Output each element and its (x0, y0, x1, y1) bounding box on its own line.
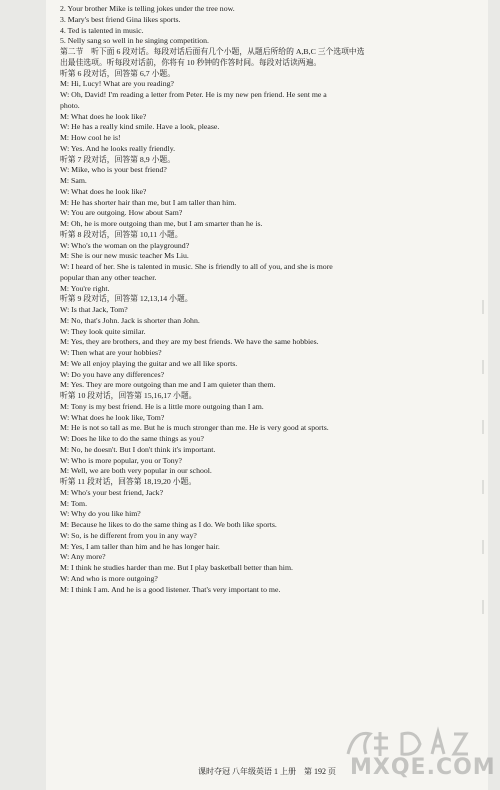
transcript-line: W: What does he look like? (60, 186, 147, 196)
transcript-line: W: Do you have any differences? (60, 369, 165, 379)
transcript-line: M: Oh, he is more outgoing than me, but I am smarter than he is. (60, 219, 263, 228)
transcript-line: W: Who's the woman on the playground? (60, 240, 190, 250)
transcript-line: W: What does he look like, Tom? (60, 412, 165, 422)
transcript-line: M: Hi, Lucy! What are you reading? (60, 79, 174, 89)
transcript-line: 听第 6 段对话，回答第 6,7 小题。 (60, 68, 176, 78)
transcript-line: M: How cool he is! (60, 133, 121, 142)
transcript-line: W: Who is more popular, you or Tony? (60, 455, 182, 465)
transcript-line: 听第 7 段对话，回答第 8,9 小题。 (60, 154, 176, 164)
transcript-line: 第二节 听下面 6 段对话。每段对话后面有几个小题，从题后所给的 A,B,C 三个选项中选 (60, 47, 365, 56)
transcript-line: W: Oh, David! I'm reading a letter from Peter. He is my new pen friend. He sent me a (60, 90, 327, 99)
transcript-line: 听第 9 段对话，回答第 12,13,14 小题。 (60, 294, 193, 304)
transcript-line: W: And who is more outgoing? (60, 573, 158, 583)
transcript-line: 出最佳选项。听每段对话前，你将有 10 秒钟的作答时间。每段对话读两遍。 (60, 57, 322, 67)
watermark-text: MXQE.COM (350, 755, 496, 780)
transcript-line: M: Because he likes to do the same thing as I do. We both like sports. (60, 520, 277, 529)
transcript-line: M: We all enjoy playing the guitar and we all like sports. (60, 358, 238, 368)
transcript-line: 听第 8 段对话，回答第 10,11 小题。 (60, 229, 183, 239)
transcript-line: popular than any other teacher. (60, 272, 157, 282)
transcript-line: W: Is that Jack, Tom? (60, 305, 128, 314)
transcript-line: W: Yes. And he looks really friendly. (60, 143, 176, 153)
transcript-line: M: You're right. (60, 283, 110, 293)
transcript-line: W: You are outgoing. How about Sam? (60, 208, 183, 218)
transcript-line: 2. Your brother Mike is telling jokes under the tree now. (60, 4, 235, 13)
transcript-line: 听第 10 段对话，回答第 15,16,17 小题。 (60, 391, 197, 400)
transcript-line: M: Who's your best friend, Jack? (60, 487, 164, 497)
transcript-line: 5. Nelly sang so well in he singing competition. (60, 36, 209, 46)
transcript-line: M: He has shorter hair than me, but I am taller than him. (60, 197, 237, 207)
transcript-line: M: Yes, I am taller than him and he has longer hair. (60, 541, 220, 551)
transcript-line: M: Well, we are both very popular in our school. (60, 466, 212, 476)
transcript-line: W: Why do you like him? (60, 509, 141, 519)
transcript-line: W: They look quite similar. (60, 326, 146, 336)
transcript-line: 3. Mary's best friend Gina likes sports. (60, 14, 181, 24)
transcript-line: M: Tony is my best friend. He is a little more outgoing than I am. (60, 401, 264, 411)
transcript-line: W: Any more? (60, 552, 106, 562)
transcript-line: M: No, he doesn't. But I don't think it's important. (60, 444, 216, 454)
page-footer: 课时夺冠 八年级英语 1 上册 第 192 页 (198, 767, 336, 776)
transcript-line: M: He is not so tall as me. But he is much stronger than me. He is very good at sports. (60, 423, 329, 433)
transcript-line: W: So, is he different from you in any way? (60, 530, 197, 540)
transcript-line: M: Tom. (60, 498, 88, 508)
transcript-line: M: Sam. (60, 176, 87, 185)
edge-tick-marks (480, 300, 486, 660)
transcript-line: W: Mike, who is your best friend? (60, 165, 167, 175)
transcript-line: M: I think he studies harder than me. But I play basketball better than him. (60, 563, 293, 572)
transcript-line: M: Yes, they are brothers, and they are my best friends. We have the same hobbies. (60, 337, 319, 347)
transcript-line: M: She is our new music teacher Ms Liu. (60, 251, 189, 261)
transcript-line: photo. (60, 100, 80, 110)
transcript-line: W: He has a really kind smile. Have a look, please. (60, 122, 220, 132)
transcript-line: W: I heard of her. She is talented in music. She is friendly to all of you, and she is more (60, 262, 333, 271)
transcript-line: M: What does he look like? (60, 111, 147, 121)
document-page (46, 0, 496, 790)
transcript-line: M: I think I am. And he is a good listener. That's very important to me. (60, 584, 281, 594)
listening-transcript (60, 4, 482, 595)
transcript-line: W: Does he like to do the same things as you? (60, 434, 204, 443)
transcript-line: 听第 11 段对话，回答第 18,19,20 小题。 (60, 477, 197, 486)
transcript-line: 4. Ted is talented in music. (60, 25, 144, 35)
watermark-logo-icon (340, 724, 480, 764)
transcript-line: M: Yes. They are more outgoing than me and I am quieter than them. (60, 380, 276, 390)
transcript-line: M: No, that's John. Jack is shorter than John. (60, 315, 200, 325)
transcript-line: W: Then what are your hobbies? (60, 348, 162, 357)
